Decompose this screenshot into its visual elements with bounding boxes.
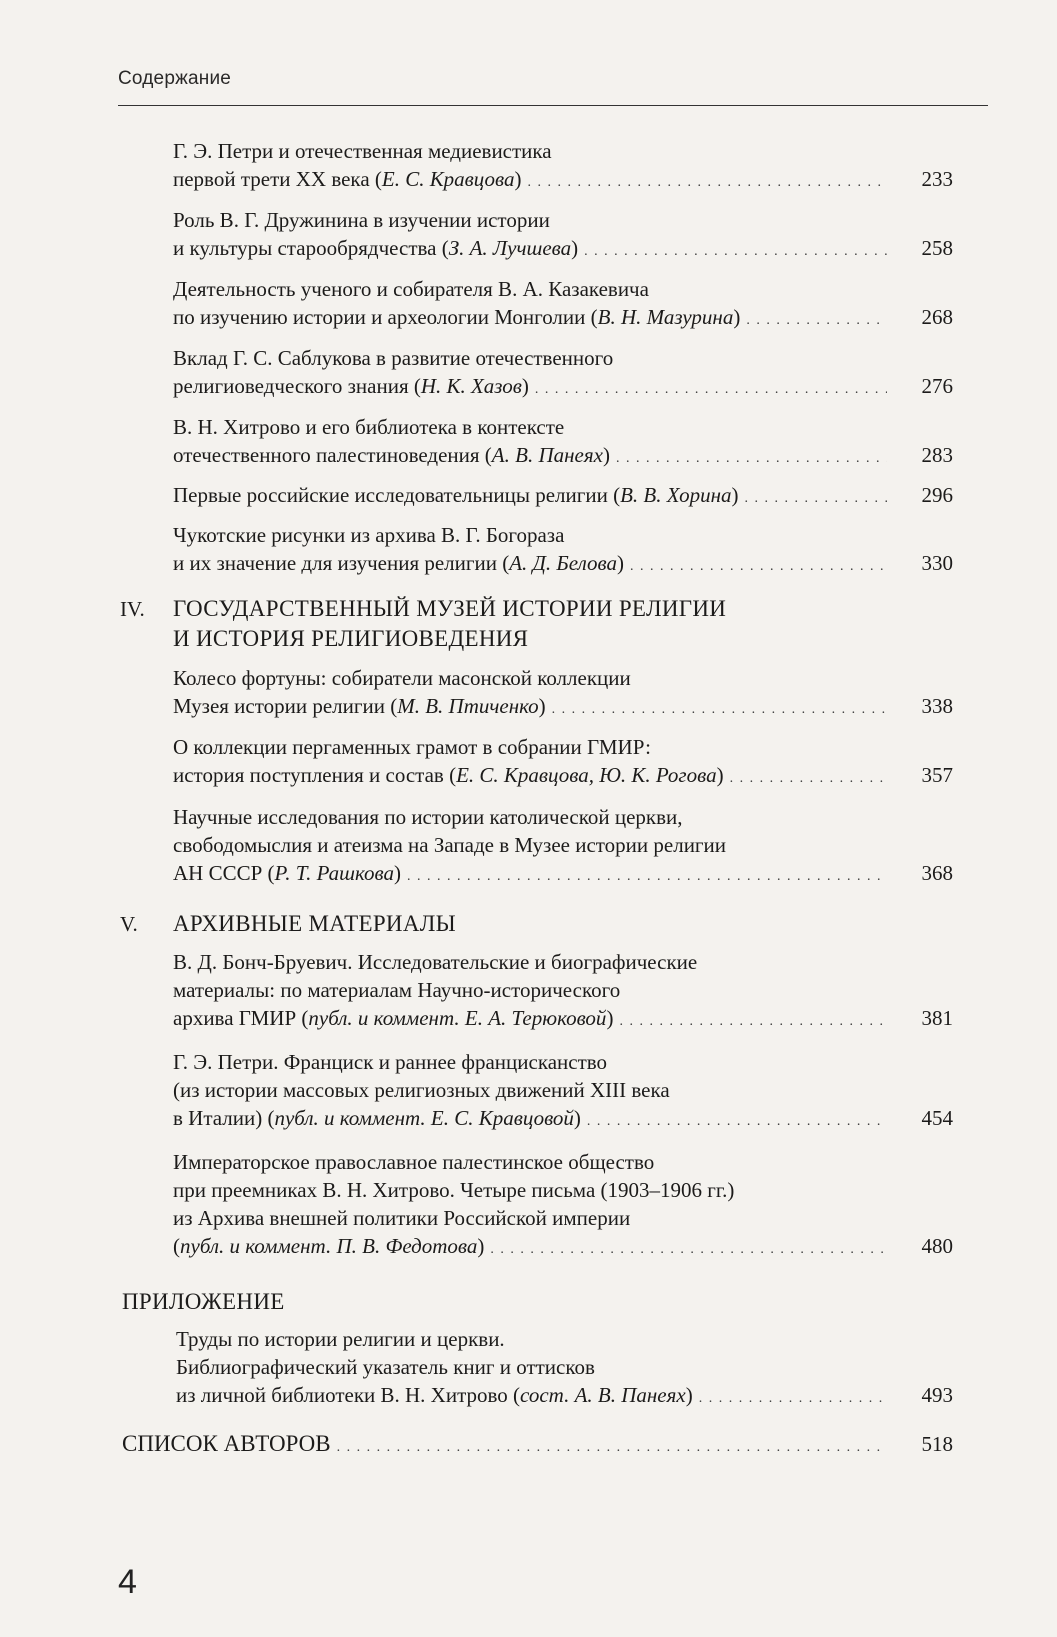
entry-page-number: 518	[921, 1432, 953, 1456]
entry-title-line: при преемниках В. Н. Хитрово. Четыре письма (1903–1906 гг.)	[173, 1178, 735, 1202]
entry-title-line: (из истории массовых религиозных движений XIII века	[173, 1078, 670, 1102]
toc-entry	[173, 521, 953, 581]
toc-entry	[173, 948, 953, 1036]
dot-leader	[535, 376, 887, 404]
entry-last-line	[173, 481, 953, 513]
entry-last-line	[173, 372, 953, 404]
dot-leader	[552, 696, 887, 724]
entry-paren: )	[394, 861, 401, 885]
dot-leader	[619, 1008, 887, 1036]
toc-entry	[173, 137, 953, 197]
toc-entry	[173, 803, 953, 891]
entry-title-line: Вклад Г. С. Саблукова в развитие отечественного	[173, 346, 614, 370]
entry-page-number: 296	[921, 483, 953, 507]
entry-page-number: 283	[921, 443, 953, 467]
entry-page-number: 258	[921, 236, 953, 260]
entry-title-end	[173, 859, 401, 887]
entry-title-line: О коллекции пергаменных грамот в собрании ГМИР:	[173, 735, 651, 759]
entry-title-line: свободомыслия и атеизма на Западе в Музее истории религии	[173, 833, 727, 857]
entry-last-line	[173, 303, 953, 335]
dot-leader	[616, 445, 887, 473]
entry-last-line	[173, 1232, 953, 1264]
entry-title-end	[173, 1004, 613, 1032]
entry-paren: )	[571, 236, 579, 260]
entry-last-line	[122, 1430, 953, 1462]
entry-text: религиоведческого знания (	[173, 374, 421, 398]
appendix-title: ПРИЛОЖЕНИЕ	[122, 1289, 285, 1314]
toc-entry	[173, 275, 953, 335]
entry-text: по изучению истории и археологии Монголии (	[173, 305, 598, 329]
entry-author: З. А. Лучшева	[448, 236, 572, 260]
entry-page-number: 268	[921, 305, 953, 329]
dot-leader	[699, 1385, 887, 1413]
dot-leader	[490, 1236, 887, 1264]
entry-page-number: 381	[921, 1006, 953, 1030]
entry-text: и культуры старообрядчества (	[173, 236, 449, 260]
entry-last-line	[173, 859, 953, 891]
toc-entry	[173, 206, 953, 266]
toc-entry-authors	[122, 1430, 953, 1462]
entry-last-line	[173, 441, 953, 473]
entry-title-end	[173, 372, 529, 400]
entry-title-line: Труды по истории религии и церкви.	[176, 1327, 505, 1351]
entry-author: А. Д. Белова	[509, 551, 617, 575]
entry-last-line	[173, 761, 953, 793]
entry-title-line: Г. Э. Петри. Франциск и раннее францисканство	[173, 1050, 608, 1074]
entry-author: В. Н. Мазурина	[597, 305, 734, 329]
entry-author: В. В. Хорина	[620, 483, 732, 507]
entry-title-end	[173, 692, 546, 720]
entry-author: А. В. Панеях	[491, 443, 603, 467]
entry-title-line: Чукотские рисунки из архива В. Г. Богораза	[173, 523, 565, 547]
entry-text: архива ГМИР (	[173, 1006, 309, 1030]
entry-paren: )	[573, 1106, 581, 1130]
entry-last-line	[173, 549, 953, 581]
entry-paren: )	[733, 305, 741, 329]
entry-title-line: Библиографический указатель книг и оттисков	[176, 1355, 595, 1379]
toc-entry	[176, 1325, 953, 1413]
entry-title-end	[173, 1232, 484, 1260]
entry-text: в Италии) (	[173, 1106, 275, 1130]
dot-leader	[407, 863, 887, 891]
entry-page-number: 276	[921, 374, 953, 398]
entry-author: Е. С. Кравцова	[381, 167, 515, 191]
entry-last-line	[173, 1104, 953, 1136]
toc-entry	[173, 664, 953, 724]
section-title: АРХИВНЫЕ МАТЕРИАЛЫ	[173, 911, 457, 936]
entry-page-number: 454	[921, 1106, 953, 1130]
entry-paren: )	[477, 1234, 485, 1258]
section-title: ГОСУДАРСТВЕННЫЙ МУЗЕЙ ИСТОРИИ РЕЛИГИИ	[173, 596, 727, 621]
dot-leader	[528, 169, 887, 197]
dot-leader	[584, 238, 887, 266]
entry-paren: )	[731, 483, 739, 507]
dot-leader	[587, 1108, 887, 1136]
entry-title-line: Деятельность ученого и собирателя В. А. Казакевича	[173, 277, 649, 301]
toc-entry	[173, 344, 953, 404]
entry-page-number: 368	[921, 861, 953, 885]
entry-title-end	[173, 549, 624, 577]
entry-text: Музея истории религии (	[173, 694, 398, 718]
entry-text: из личной библиотеки В. Н. Хитрово (	[176, 1383, 521, 1407]
entry-paren: )	[602, 443, 610, 467]
dot-leader	[337, 1434, 887, 1462]
running-head: Содержание	[118, 68, 232, 89]
entry-title-line: В. Н. Хитрово и его библиотека в контексте	[173, 415, 565, 439]
entry-title-end	[173, 165, 522, 193]
entry-text: Первые российские исследовательницы религии (	[173, 483, 621, 507]
entry-text: первой трети XX века (	[173, 167, 382, 191]
toc-entry	[173, 481, 953, 513]
toc-entry	[173, 733, 953, 793]
entry-author: М. В. Птиченко	[397, 694, 539, 718]
entry-title-end	[176, 1381, 693, 1409]
entry-title-line: В. Д. Бонч-Бруевич. Исследовательские и биографические	[173, 950, 698, 974]
entry-author: публ. и коммент. Е. С. Кравцовой	[274, 1106, 574, 1130]
entry-text: и их значение для изучения религии (	[173, 551, 510, 575]
page-number: 4	[118, 1563, 137, 1601]
entry-author: Е. С. Кравцова, Ю. К. Рогова	[456, 763, 717, 787]
entry-text: АН СССР (	[173, 861, 275, 885]
entry-author: Н. К. Хазов	[420, 374, 522, 398]
dot-leader	[630, 553, 887, 581]
entry-page-number: 233	[921, 167, 953, 191]
toc-entry	[173, 1048, 953, 1136]
toc-entry	[173, 1148, 953, 1264]
entry-paren: )	[521, 374, 529, 398]
entry-title-end	[173, 481, 739, 509]
authors-title: СПИСОК АВТОРОВ	[122, 1431, 331, 1456]
entry-title-line: Колесо фортуны: собиратели масонской коллекции	[173, 666, 631, 690]
entry-author: Р. Т. Рашкова	[274, 861, 394, 885]
entry-paren: )	[514, 167, 522, 191]
dot-leader	[746, 307, 887, 335]
entry-page-number: 480	[921, 1234, 953, 1258]
entry-last-line	[176, 1381, 953, 1413]
entry-paren: )	[617, 551, 624, 575]
section-number: IV.	[120, 597, 145, 621]
entry-title-line: из Архива внешней политики Российской империи	[173, 1206, 631, 1230]
entry-title-end	[173, 761, 724, 789]
entry-title-line: материалы: по материалам Научно-исторического	[173, 978, 621, 1002]
entry-page-number: 338	[921, 694, 953, 718]
entry-paren: )	[685, 1383, 693, 1407]
toc-entry	[173, 413, 953, 473]
entry-author: публ. и коммент. П. В. Федотова	[180, 1234, 478, 1258]
entry-page-number: 330	[921, 551, 953, 575]
entry-title-end	[173, 234, 578, 262]
entry-title-line: Научные исследования по истории католической церкви,	[173, 805, 683, 829]
entry-last-line	[173, 234, 953, 266]
entry-text: история поступления и состав (	[173, 763, 457, 787]
entry-text: отечественного палестиноведения (	[173, 443, 492, 467]
entry-title-end	[173, 1104, 581, 1132]
entry-last-line	[173, 165, 953, 197]
entry-title-line: Роль В. Г. Дружинина в изучении истории	[173, 208, 550, 232]
entry-title-end	[173, 303, 740, 331]
dot-leader	[730, 765, 887, 793]
section-title: И ИСТОРИЯ РЕЛИГИОВЕДЕНИЯ	[173, 626, 529, 651]
section-number: V.	[120, 912, 138, 936]
entry-page-number: 357	[921, 763, 953, 787]
entry-paren: )	[538, 694, 546, 718]
entry-text: (	[173, 1234, 180, 1258]
entry-title-end	[173, 441, 610, 469]
entry-title-line: Г. Э. Петри и отечественная медиевистика	[173, 139, 552, 163]
entry-author: сост. А. В. Панеях	[520, 1383, 686, 1407]
entry-author: публ. и коммент. Е. А. Терюковой	[308, 1006, 607, 1030]
entry-paren: )	[606, 1006, 614, 1030]
entry-last-line	[173, 1004, 953, 1036]
entry-paren: )	[716, 763, 724, 787]
entry-title-line: Императорское православное палестинское общество	[173, 1150, 655, 1174]
header-rule	[118, 105, 988, 106]
entry-last-line	[173, 692, 953, 724]
entry-page-number: 493	[921, 1383, 953, 1407]
dot-leader	[745, 485, 887, 513]
